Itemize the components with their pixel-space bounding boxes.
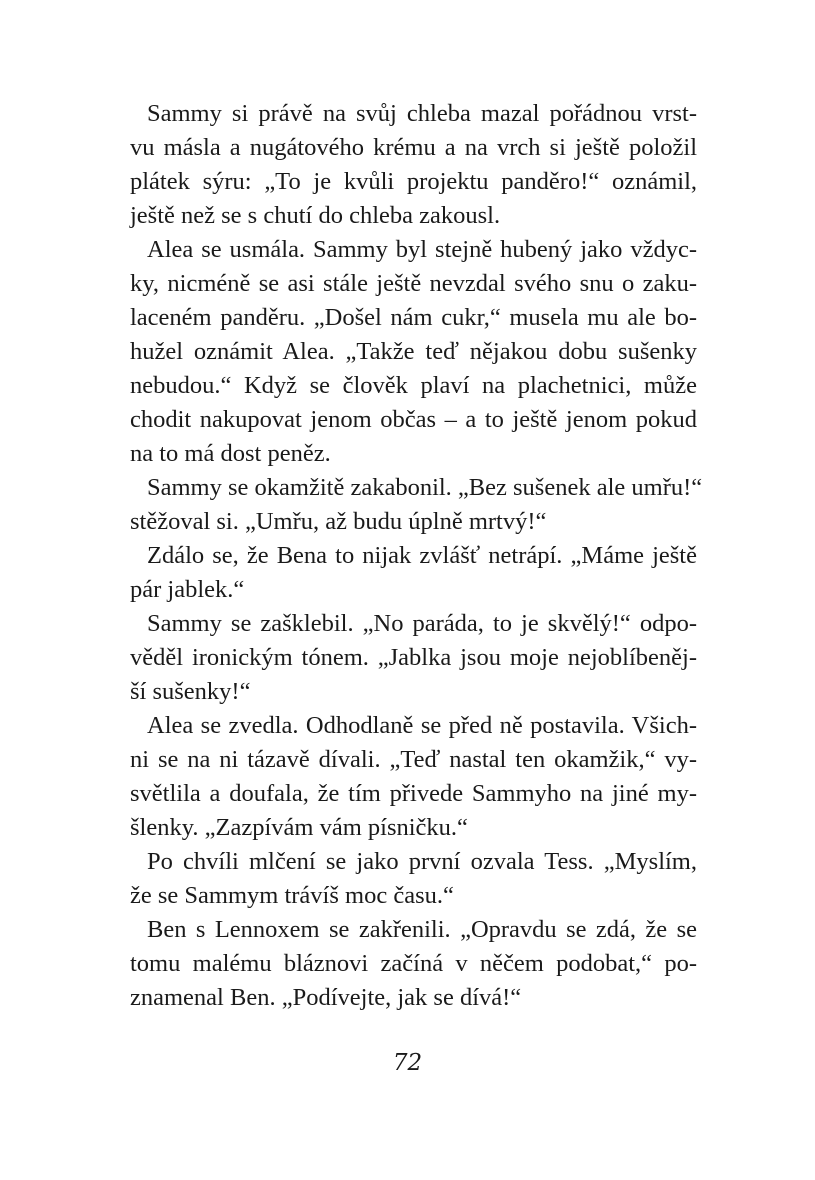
text-line: plátek sýru: „To je kvůli projektu panděro!“ oznámil, <box>130 168 697 195</box>
text-line: Sammy si právě na svůj chleba mazal pořádnou vrst- <box>147 100 697 127</box>
text-line: Ben s Lennoxem se zakřenili. „Opravdu se zdá, že se <box>147 916 697 943</box>
text-line: šlenky. „Zazpívám vám písničku.“ <box>130 814 468 841</box>
text-line: ší sušenky!“ <box>130 678 251 705</box>
page-number: 72 <box>392 1050 423 1076</box>
paragraph-6 <box>130 709 697 845</box>
text-line: ky, nicméně se asi stále ještě nevzdal svého snu o zaku- <box>130 270 697 297</box>
paragraph-1 <box>130 97 697 233</box>
paragraph-2 <box>130 233 697 471</box>
text-line: Sammy se zašklebil. „No paráda, to je skvělý!“ odpo- <box>147 610 697 637</box>
text-line: věděl ironickým tónem. „Jablka jsou moje nejoblíbeněj- <box>130 644 697 671</box>
text-line: ni se na ni tázavě dívali. „Teď nastal ten okamžik,“ vy- <box>130 746 697 773</box>
text-line: vu másla a nugátového krému a na vrch si ještě položil <box>130 134 697 161</box>
text-line: na to má dost peněz. <box>130 440 331 467</box>
paragraph-3 <box>130 471 703 539</box>
text-line: nebudou.“ Když se člověk plaví na plachetnici, může <box>130 372 697 399</box>
text-line: laceném panděru. „Došel nám cukr,“ musela mu ale bo- <box>130 304 697 331</box>
paragraph-7 <box>130 845 697 913</box>
text-line: Po chvíli mlčení se jako první ozvala Tess. „Myslím, <box>147 848 697 875</box>
text-line: hužel oznámit Alea. „Takže teď nějakou dobu sušenky <box>130 338 697 365</box>
body-text <box>130 97 703 1015</box>
text-line: znamenal Ben. „Podívejte, jak se dívá!“ <box>130 984 522 1011</box>
text-line: pár jablek.“ <box>130 576 245 603</box>
paragraph-4 <box>130 539 697 607</box>
text-line: Zdálo se, že Bena to nijak zvlášť netrápí. „Máme ještě <box>147 542 697 569</box>
paragraph-8 <box>130 913 697 1015</box>
text-line: že se Sammym trávíš moc času.“ <box>130 882 454 909</box>
text-line: světlila a doufala, že tím přivede Sammyho na jiné my- <box>130 780 697 807</box>
text-line: Alea se usmála. Sammy byl stejně hubený jako vždyc- <box>147 236 697 263</box>
text-line: ještě než se s chutí do chleba zakousl. <box>130 202 501 229</box>
text-line: stěžoval si. „Umřu, až budu úplně mrtvý!“ <box>130 508 547 535</box>
text-line: tomu malému bláznovi začíná v něčem podobat,“ po- <box>130 950 697 977</box>
text-line: Sammy se okamžitě zakabonil. „Bez sušenek ale umřu!“ <box>147 474 703 501</box>
text-line: chodit nakupovat jenom občas – a to ještě jenom pokud <box>130 406 697 433</box>
text-line: Alea se zvedla. Odhodlaně se před ně postavila. Všich- <box>147 712 697 739</box>
paragraph-5 <box>130 607 697 709</box>
